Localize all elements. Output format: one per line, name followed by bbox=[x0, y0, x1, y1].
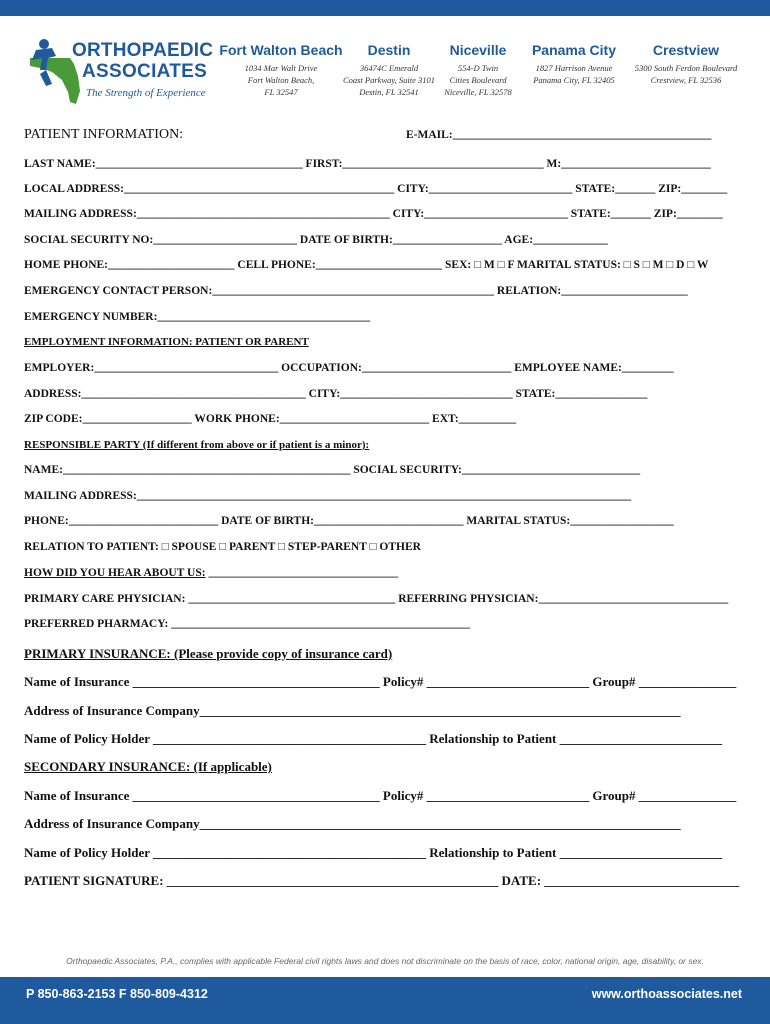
responsible-address-field[interactable]: MAILING ADDRESS:______________________________________________________________________________________ bbox=[24, 490, 632, 502]
employer-fields[interactable]: EMPLOYER:________________________________ OCCUPATION:__________________________ EMPLOYEE NAME:_________ bbox=[24, 362, 674, 374]
location-city: Fort Walton Beach bbox=[219, 42, 343, 58]
responsible-name-fields[interactable]: NAME:__________________________________________________ SOCIAL SECURITY:_______________________________ bbox=[24, 464, 641, 476]
responsible-party-heading: RESPONSIBLE PARTY (If different from above or if patient is a minor): bbox=[24, 439, 370, 451]
logo-tagline: The Strength of Experience bbox=[86, 87, 206, 99]
logo-text-line2: ASSOCIATES bbox=[82, 61, 208, 82]
employer-zip-phone-fields[interactable]: ZIP CODE:___________________ WORK PHONE:__________________________ EXT:__________ bbox=[24, 413, 517, 425]
secondary-policy-holder-fields[interactable]: Name of Policy Holder __________________________________________ Relationship to Patient _________________________ bbox=[24, 845, 723, 860]
mailing-address-fields[interactable]: MAILING ADDRESS:____________________________________________ CITY:_________________________ STATE:_______ ZIP:________ bbox=[24, 208, 723, 220]
location-city: Destin bbox=[367, 42, 411, 58]
location-city: Niceville bbox=[449, 42, 507, 58]
referral-source-field[interactable] bbox=[24, 567, 398, 579]
location-address: 36474C Emerald Coast Parkway, Suite 3101 Destin, FL 32541 bbox=[342, 63, 436, 97]
referral-source-blank[interactable]: _________________________________ bbox=[205, 567, 399, 579]
patient-signature-fields[interactable]: PATIENT SIGNATURE: ___________________________________________________ DATE: ______________________________ bbox=[24, 873, 740, 888]
local-address-fields[interactable]: LOCAL ADDRESS:_______________________________________________ CITY:_________________________ STATE:_______ ZIP:________ bbox=[24, 183, 728, 195]
location-address: 5300 South Ferdon Boulevard Crestview, FL 32536 bbox=[634, 63, 738, 85]
top-banner bbox=[0, 0, 770, 16]
emergency-contact-fields[interactable]: EMERGENCY CONTACT PERSON:_________________________________________________ RELATION:______________________ bbox=[24, 285, 688, 297]
location-niceville bbox=[438, 42, 518, 98]
location-city: Panama City bbox=[531, 42, 617, 58]
location-city: Crestview bbox=[652, 42, 720, 58]
emergency-number-field[interactable]: EMERGENCY NUMBER:_____________________________________ bbox=[24, 311, 371, 323]
secondary-insurance-address-field[interactable]: Address of Insurance Company__________________________________________________________________________ bbox=[24, 816, 681, 831]
footer-bar bbox=[0, 977, 770, 1024]
secondary-insurance-name-fields[interactable]: Name of Insurance ______________________________________ Policy# _________________________ Group# _______________ bbox=[24, 788, 737, 803]
primary-policy-holder-fields[interactable]: Name of Policy Holder __________________________________________ Relationship to Patient _________________________ bbox=[24, 731, 723, 746]
primary-insurance-address-field[interactable]: Address of Insurance Company__________________________________________________________________________ bbox=[24, 703, 681, 718]
employer-address-fields[interactable]: ADDRESS:_______________________________________ CITY:______________________________ STATE:________________ bbox=[24, 388, 648, 400]
patient-information-heading: PATIENT INFORMATION: bbox=[24, 127, 184, 142]
relation-to-patient-options[interactable]: RELATION TO PATIENT: □ SPOUSE □ PARENT □ STEP-PARENT □ OTHER bbox=[24, 541, 421, 553]
pharmacy-field[interactable]: PREFERRED PHARMACY: ____________________________________________________ bbox=[24, 618, 471, 630]
primary-insurance-heading: PRIMARY INSURANCE: (Please provide copy of insurance card) bbox=[24, 646, 393, 661]
location-address: 1034 Mar Walt Drive Fort Walton Beach, FL 32547 bbox=[244, 63, 318, 97]
logo-text-line1: ORTHOPAEDIC bbox=[72, 40, 214, 61]
referral-source-label: HOW DID YOU HEAR ABOUT US: bbox=[24, 567, 206, 579]
nondiscrimination-notice: Orthopaedic Associates, P.A., complies with applicable Federal civil rights laws and does not discriminate on the basis of race, color, national origin, age, disability, or sex. bbox=[66, 956, 704, 966]
employment-heading: EMPLOYMENT INFORMATION: PATIENT OR PARENT bbox=[24, 336, 309, 348]
responsible-phone-fields[interactable]: PHONE:__________________________ DATE OF BIRTH:__________________________ MARITAL STATUS:__________________ bbox=[24, 515, 674, 527]
company-logo bbox=[22, 36, 212, 106]
location-address: 554-D Twin Cities Boulevard Niceville, FL 32578 bbox=[444, 63, 512, 97]
location-fort-walton bbox=[218, 42, 344, 98]
location-crestview bbox=[630, 42, 742, 86]
primary-insurance-name-fields[interactable]: Name of Insurance ______________________________________ Policy# _________________________ Group# _______________ bbox=[24, 674, 737, 689]
footer-website-link[interactable]: www.orthoassociates.net bbox=[591, 987, 742, 1001]
phone-sex-marital-fields[interactable]: HOME PHONE:______________________ CELL PHONE:______________________ SEX: □ M □ F MARITAL STATUS: □ S □ M □ D □ W bbox=[24, 259, 709, 271]
physician-fields[interactable]: PRIMARY CARE PHYSICIAN: ____________________________________ REFERRING PHYSICIAN:_________________________________ bbox=[24, 593, 729, 605]
name-fields[interactable]: LAST NAME:____________________________________ FIRST:___________________________________ M:__________________________ bbox=[24, 158, 711, 170]
location-address: 1827 Harrison Avenue Panama City, FL 32405 bbox=[533, 63, 615, 85]
location-panama-city bbox=[524, 42, 624, 86]
ssn-dob-fields[interactable]: SOCIAL SECURITY NO:_________________________ DATE OF BIRTH:___________________ AGE:_____________ bbox=[24, 234, 608, 246]
secondary-insurance-heading: SECONDARY INSURANCE: (If applicable) bbox=[24, 759, 272, 774]
location-destin bbox=[340, 42, 438, 98]
email-field[interactable]: E-MAIL:_____________________________________________ bbox=[406, 129, 712, 141]
footer-phone-fax: P 850-863-2153 F 850-809-4312 bbox=[26, 987, 208, 1001]
